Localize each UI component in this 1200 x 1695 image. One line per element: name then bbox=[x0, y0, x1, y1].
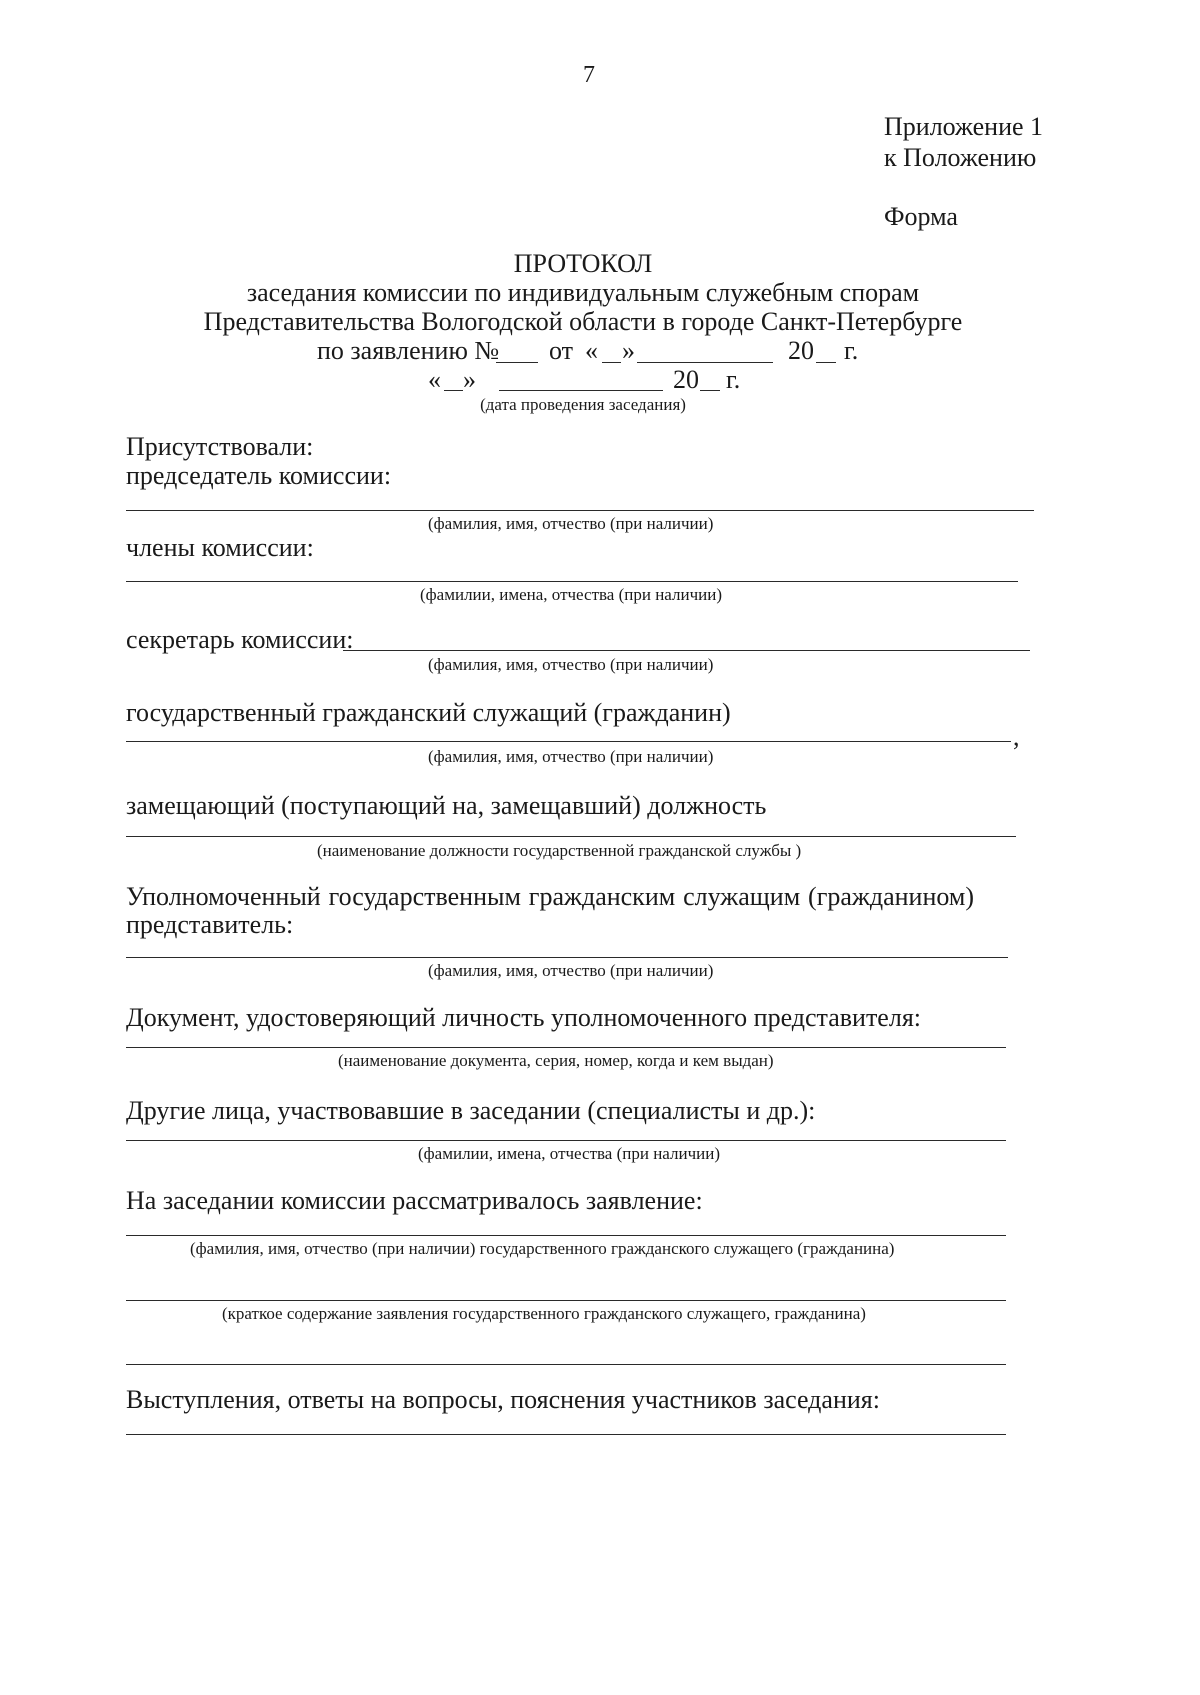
summary-extra-line bbox=[126, 1364, 1006, 1365]
document-label: Документ, удостоверяющий личность уполномоченного представителя: bbox=[126, 1003, 922, 1032]
document-caption: (наименование документа, серия, номер, когда и кем выдан) bbox=[338, 1051, 774, 1070]
position-label: замещающий (поступающий на, замещавший) должность bbox=[126, 791, 767, 820]
chairman-caption: (фамилия, имя, отчество (при наличии) bbox=[428, 514, 714, 533]
applicant-line bbox=[126, 1235, 1006, 1236]
secretary-label: секретарь комиссии: bbox=[126, 625, 354, 654]
members-label: члены комиссии: bbox=[126, 533, 314, 562]
position-line bbox=[126, 836, 1016, 837]
civil-servant-comma: , bbox=[1013, 722, 1020, 751]
date-quote-close: » bbox=[463, 365, 476, 394]
members-caption: (фамилии, имена, отчества (при наличии) bbox=[420, 585, 722, 604]
application-month-blank bbox=[637, 362, 773, 363]
protocol-heading: ПРОТОКОЛ bbox=[513, 249, 653, 278]
representative-line-1: Уполномоченный государственным гражданским служащим (гражданином) bbox=[126, 882, 974, 911]
date-quote-open: « bbox=[428, 365, 441, 394]
position-caption: (наименование должности государственной гражданской службы ) bbox=[317, 841, 802, 860]
others-label: Другие лица, участвовавшие в заседании (специалисты и др.): bbox=[126, 1096, 816, 1125]
application-year-prefix: 20 bbox=[788, 336, 814, 365]
appendix-line-1: Приложение 1 bbox=[884, 112, 1044, 141]
applicant-caption: (фамилия, имя, отчество (при наличии) государственного гражданского служащего (гражданина) bbox=[190, 1239, 895, 1258]
representative-line-2: представитель: bbox=[126, 910, 294, 939]
others-line bbox=[126, 1140, 1006, 1141]
considered-label: На заседании комиссии рассматривалось заявление: bbox=[126, 1186, 703, 1215]
summary-caption: (краткое содержание заявления государственного гражданского служащего, гражданина) bbox=[222, 1304, 866, 1323]
page-number: 7 bbox=[583, 62, 595, 88]
application-year-suffix: г. bbox=[844, 336, 859, 365]
application-quote-open: « bbox=[585, 336, 598, 365]
application-quote-close: » bbox=[622, 336, 635, 365]
application-day-blank bbox=[602, 362, 621, 363]
civil-servant-line bbox=[126, 741, 1011, 742]
others-caption: (фамилии, имена, отчества (при наличии) bbox=[418, 1144, 720, 1163]
summary-line bbox=[126, 1300, 1006, 1301]
date-year-prefix: 20 bbox=[673, 365, 699, 394]
secretary-line bbox=[343, 650, 1030, 651]
application-number-blank bbox=[496, 362, 538, 363]
chairman-label: председатель комиссии: bbox=[126, 461, 392, 490]
present-label: Присутствовали: bbox=[126, 432, 314, 461]
document-line bbox=[126, 1047, 1006, 1048]
representative-caption: (фамилия, имя, отчество (при наличии) bbox=[428, 961, 714, 980]
civil-servant-caption: (фамилия, имя, отчество (при наличии) bbox=[428, 747, 714, 766]
date-caption: (дата проведения заседания) bbox=[480, 395, 686, 414]
appendix-line-2: к Положению bbox=[884, 143, 1037, 172]
civil-servant-label: государственный гражданский служащий (гражданин) bbox=[126, 698, 731, 727]
speeches-line bbox=[126, 1434, 1006, 1435]
secretary-caption: (фамилия, имя, отчество (при наличии) bbox=[428, 655, 714, 674]
members-line bbox=[126, 581, 1018, 582]
application-year-blank bbox=[816, 362, 836, 363]
title-line-1: заседания комиссии по индивидуальным служебным спорам bbox=[246, 278, 920, 307]
representative-line bbox=[126, 957, 1008, 958]
speeches-label: Выступления, ответы на вопросы, пояснения участников заседания: bbox=[126, 1385, 880, 1414]
date-month-blank bbox=[499, 390, 663, 391]
date-year-blank bbox=[700, 390, 720, 391]
application-from-label: от bbox=[549, 336, 574, 365]
date-day-blank bbox=[444, 390, 463, 391]
chairman-line bbox=[126, 510, 1034, 511]
date-year-suffix: г. bbox=[726, 365, 741, 394]
application-number-label: по заявлению № bbox=[317, 336, 500, 365]
form-label: Форма bbox=[884, 202, 958, 231]
title-line-2: Представительства Вологодской области в городе Санкт-Петербурге bbox=[203, 307, 963, 336]
